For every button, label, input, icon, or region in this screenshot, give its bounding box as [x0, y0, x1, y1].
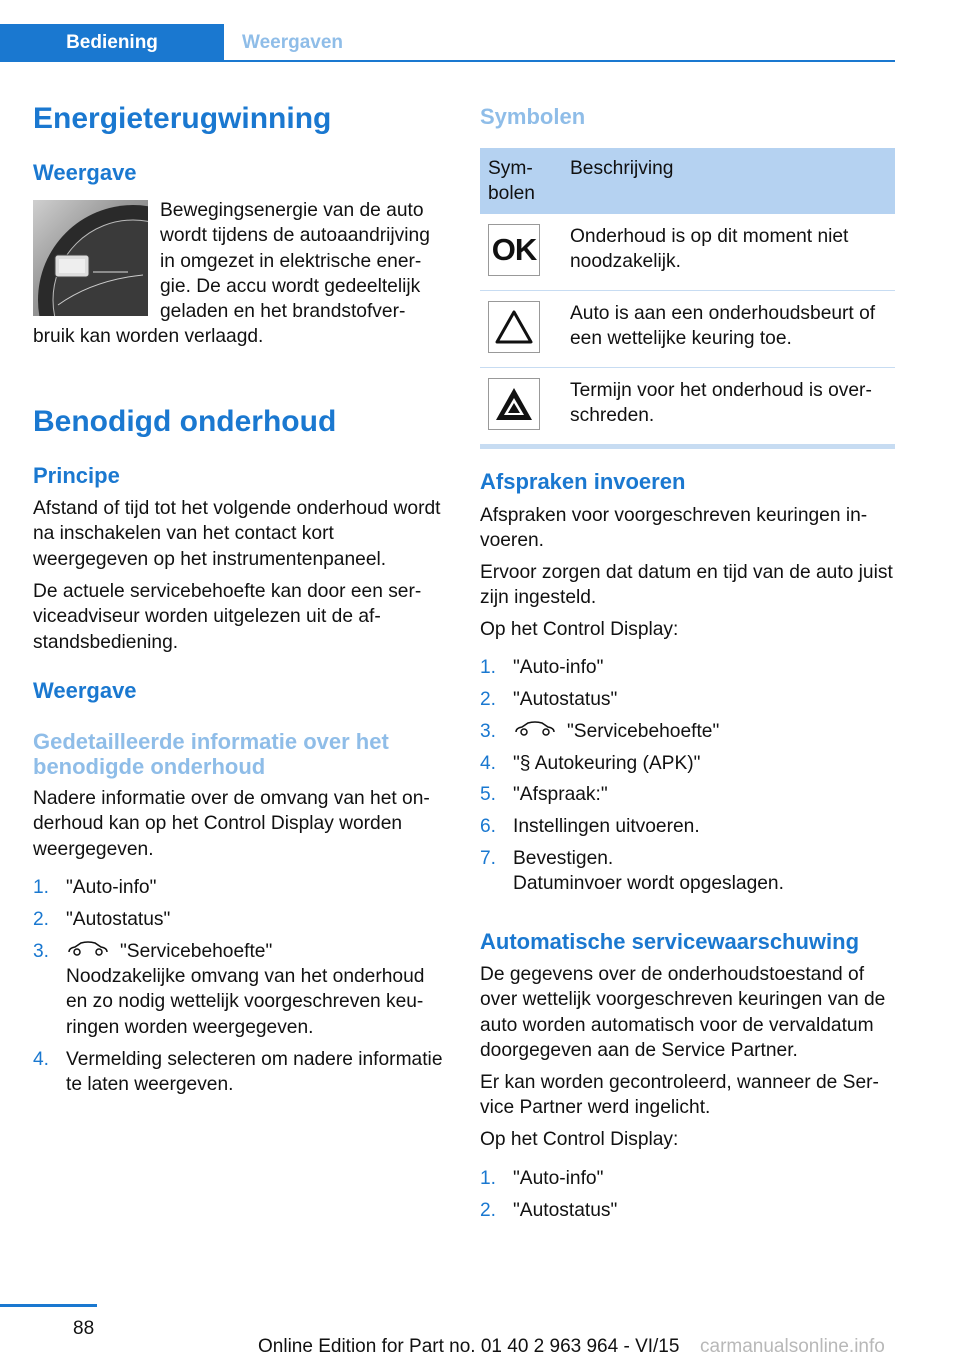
header-rule [0, 60, 895, 62]
table-bottom-rule [480, 444, 895, 449]
tab-bediening[interactable]: Bediening [0, 24, 224, 62]
edition-text: Online Edition for Part no. 01 40 2 963 964 - VI/15 [258, 1336, 680, 1357]
column-header-description: Beschrijving [570, 158, 674, 179]
table-row: Termijn voor het onderhoud is overschreden. [480, 368, 895, 444]
tab-weergaven[interactable]: Weergaven [242, 32, 344, 53]
left-steps-list [33, 875, 445, 1104]
footer-rule [0, 1304, 97, 1307]
table-row: OK Onderhoud is op dit moment niet noodzakelijk. [480, 214, 895, 291]
energy-subtitle: Weergave [33, 160, 137, 185]
list-item: 1. "Auto-info" [33, 877, 157, 898]
list-item: 7. Bevestigen. Datuminvoer wordt opgeslagen. [480, 848, 784, 895]
watermark: carmanualsonline.info [700, 1336, 885, 1357]
afspraken-heading: Afspraken invoeren [480, 469, 686, 494]
list-item: 3. "Servicebehoefte" Noodzakelijke omvang van het onderhoud en zo nodig wettelijk voorgeschreven keuringen worden weergegeven. [33, 940, 425, 1038]
afspraken-paragraph-1: Afspraken voor voorgeschreven keuringen invoeren. [480, 505, 868, 552]
list-item: 1. "Auto-info" [480, 657, 604, 678]
symbolen-title: Symbolen [480, 104, 586, 129]
detail-heading: Gedetailleerde informatie over het benodigde onderhoud [33, 729, 389, 779]
gauge-icon [33, 200, 148, 316]
weergave-heading: Weergave [33, 678, 137, 703]
right-steps-list [480, 655, 895, 903]
afspraken-paragraph-3: Op het Control Display: [480, 619, 679, 640]
auto-warning-paragraph-2: Er kan worden gecontroleerd, wanneer de Service Partner werd ingelicht. [480, 1072, 879, 1119]
list-item: 2. "Autostatus" [33, 908, 171, 930]
principe-paragraph-1: Afstand of tijd tot het volgende onderhoud wordt na inschakelen van het contact kort weergegeven op het instrumentenpaneel. [33, 498, 441, 570]
list-item: 6. Instellingen uitvoeren. [480, 816, 700, 838]
principe-paragraph-2: De actuele servicebehoefte kan door een serviceadviseur worden uitgelezen uit de afstandsbediening. [33, 581, 422, 653]
table-row: Auto is aan een onderhoudsbeurt of een wettelijke keuring toe. [480, 291, 895, 368]
column-header-symbols: Sym- bolen [488, 158, 535, 205]
list-item: 4. "§ Autokeuring (APK)" [480, 752, 701, 774]
energy-text: Bewegingsenergie van de auto wordt tijdens de autoaandrijving in omgezet in elektrische ener- gie. De accu wordt gedeeltelijk geladen en het brandstofver- [160, 200, 430, 323]
page-number: 88 [73, 1318, 95, 1339]
auto-warning-heading: Automatische servicewaarschuwing [480, 929, 860, 954]
symbols-table [480, 148, 895, 449]
service-title: Benodigd onderhoud [33, 405, 337, 438]
list-item: 2. "Autostatus" [480, 1199, 618, 1221]
list-item: 5. "Afspraak:" [480, 784, 608, 806]
list-item: 2. "Autostatus" [480, 688, 618, 710]
afspraken-paragraph-2: Ervoor zorgen dat datum en tijd van de auto juist zijn ingesteld. [480, 562, 893, 609]
ok-icon: OK [488, 224, 540, 276]
table-header [480, 148, 895, 214]
right-steps-list-2 [480, 1166, 895, 1230]
energy-title: Energieterugwinning [33, 102, 332, 135]
warning-triangle-icon [488, 301, 540, 353]
list-item: 1. "Auto-info" [480, 1168, 604, 1189]
car-icon [66, 939, 110, 964]
list-item: 4. Vermelding selecteren om nadere informatie te laten weergeven. [33, 1048, 443, 1095]
energy-text-end: bruik kan worden verlaagd. [33, 326, 264, 347]
auto-warning-paragraph-3: Op het Control Display: [480, 1129, 679, 1150]
list-item: 3. "Servicebehoefte" [480, 719, 895, 745]
principe-heading: Principe [33, 463, 120, 488]
warning-triangle-filled-icon [488, 378, 540, 430]
detail-paragraph: Nadere informatie over de omvang van het onderhoud kan op het Control Display worden weergegeven. [33, 788, 430, 860]
efficient-dynamics-gauge-image [33, 200, 148, 316]
auto-warning-paragraph-1: De gegevens over de onderhoudstoestand of over wettelijk voorgeschreven keuringen van de auto worden automatisch voor de vervaldatum doorgegeven aan de Service Partner. [480, 964, 886, 1061]
car-icon [513, 719, 557, 744]
